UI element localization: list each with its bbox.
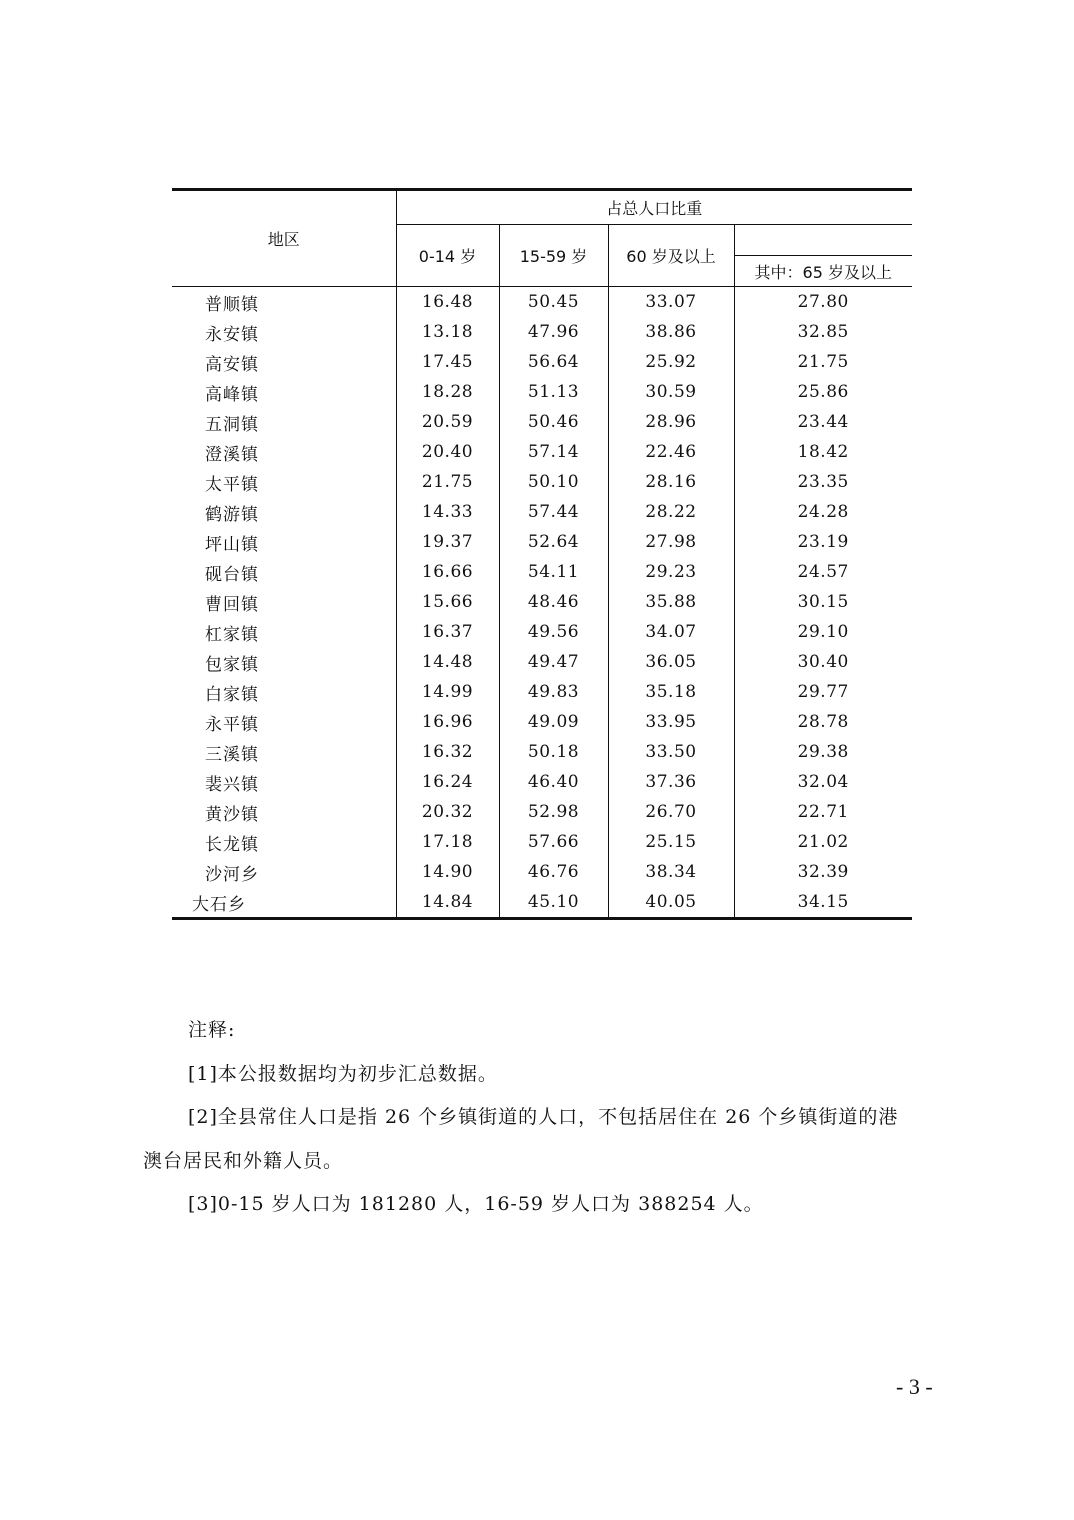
value-60-plus: 28.96 bbox=[608, 407, 734, 437]
value-60-plus: 34.07 bbox=[608, 617, 734, 647]
col-header-65-spacer bbox=[734, 225, 912, 256]
region-name: 坪山镇 bbox=[172, 527, 396, 557]
value-15-59: 51.13 bbox=[499, 377, 608, 407]
table-row bbox=[172, 467, 912, 497]
value-65-plus: 30.40 bbox=[797, 652, 849, 672]
table-row bbox=[172, 437, 912, 467]
value-65-plus: 30.15 bbox=[797, 592, 849, 612]
value-0-14: 16.66 bbox=[396, 557, 499, 587]
value-60-plus: 35.18 bbox=[608, 677, 734, 707]
value-60-plus: 38.34 bbox=[608, 857, 734, 887]
region-name: 鹤游镇 bbox=[172, 497, 396, 527]
region-name: 永平镇 bbox=[172, 707, 396, 737]
value-0-14: 20.32 bbox=[396, 797, 499, 827]
region-name: 太平镇 bbox=[172, 467, 396, 497]
col-header-65-plus: 其中：65 岁及以上 bbox=[734, 256, 912, 287]
col-header-0-14: 0-14 岁 bbox=[396, 225, 499, 287]
value-15-59: 49.83 bbox=[499, 677, 608, 707]
value-0-14: 16.32 bbox=[396, 737, 499, 767]
value-60-plus: 33.95 bbox=[608, 707, 734, 737]
value-0-14: 19.37 bbox=[396, 527, 499, 557]
value-65-plus: 32.85 bbox=[797, 322, 849, 342]
table-header bbox=[172, 190, 912, 287]
region-name: 高安镇 bbox=[172, 347, 396, 377]
value-65-plus: 23.44 bbox=[797, 412, 849, 432]
table-row bbox=[172, 797, 912, 827]
value-65-plus: 28.78 bbox=[797, 712, 849, 732]
note-2-line-2: 澳台居民和外籍人员。 bbox=[143, 1150, 344, 1172]
table-row bbox=[172, 407, 912, 437]
table-row bbox=[172, 707, 912, 737]
region-name: 大石乡 bbox=[172, 887, 396, 919]
table-row bbox=[172, 857, 912, 887]
region-name: 白家镇 bbox=[172, 677, 396, 707]
value-60-plus: 28.22 bbox=[608, 497, 734, 527]
value-0-14: 13.18 bbox=[396, 317, 499, 347]
table-row bbox=[172, 647, 912, 677]
value-0-14: 18.28 bbox=[396, 377, 499, 407]
table-row bbox=[172, 347, 912, 377]
value-65-plus: 23.35 bbox=[797, 472, 849, 492]
value-60-plus: 33.07 bbox=[608, 287, 734, 318]
value-60-plus: 38.86 bbox=[608, 317, 734, 347]
value-15-59: 46.76 bbox=[499, 857, 608, 887]
value-65-plus: 34.15 bbox=[734, 887, 912, 919]
table-row bbox=[172, 827, 912, 857]
value-60-plus: 35.88 bbox=[608, 587, 734, 617]
value-65-plus: 24.28 bbox=[797, 502, 849, 522]
value-15-59: 52.98 bbox=[499, 797, 608, 827]
value-15-59: 45.10 bbox=[499, 887, 608, 919]
notes-title: 注释: bbox=[188, 1019, 236, 1041]
note-2-line-1: [2]全县常住人口是指 26 个乡镇街道的人口，不包括居住在 26 个乡镇街道的港 bbox=[188, 1106, 899, 1128]
value-60-plus: 25.92 bbox=[608, 347, 734, 377]
value-15-59: 50.46 bbox=[499, 407, 608, 437]
value-15-59: 50.10 bbox=[499, 467, 608, 497]
note-1: [1]本公报数据均为初步汇总数据。 bbox=[188, 1063, 498, 1085]
value-60-plus: 29.23 bbox=[608, 557, 734, 587]
col-header-60-plus: 60 岁及以上 bbox=[608, 225, 734, 287]
region-name: 长龙镇 bbox=[172, 827, 396, 857]
region-name: 砚台镇 bbox=[172, 557, 396, 587]
table-body bbox=[172, 287, 912, 919]
value-15-59: 52.64 bbox=[499, 527, 608, 557]
col-header-15-59: 15-59 岁 bbox=[499, 225, 608, 287]
region-name: 沙河乡 bbox=[172, 857, 396, 887]
value-65-plus: 29.10 bbox=[797, 622, 849, 642]
value-65-plus: 29.38 bbox=[797, 742, 849, 762]
table-row bbox=[172, 587, 912, 617]
table-row bbox=[172, 767, 912, 797]
region-name: 曹回镇 bbox=[172, 587, 396, 617]
value-60-plus: 40.05 bbox=[608, 887, 734, 919]
value-65-plus: 25.86 bbox=[797, 382, 849, 402]
value-15-59: 47.96 bbox=[499, 317, 608, 347]
value-0-14: 16.37 bbox=[396, 617, 499, 647]
value-0-14: 14.48 bbox=[396, 647, 499, 677]
value-15-59: 57.14 bbox=[499, 437, 608, 467]
value-0-14: 16.24 bbox=[396, 767, 499, 797]
value-65-plus: 23.19 bbox=[797, 532, 849, 552]
region-name: 永安镇 bbox=[172, 317, 396, 347]
value-60-plus: 27.98 bbox=[608, 527, 734, 557]
table-row bbox=[172, 557, 912, 587]
region-name: 高峰镇 bbox=[172, 377, 396, 407]
region-name: 澄溪镇 bbox=[172, 437, 396, 467]
value-65-plus: 22.71 bbox=[797, 802, 849, 822]
value-15-59: 57.66 bbox=[499, 827, 608, 857]
region-name: 杠家镇 bbox=[172, 617, 396, 647]
value-15-59: 57.44 bbox=[499, 497, 608, 527]
value-15-59: 49.09 bbox=[499, 707, 608, 737]
value-0-14: 14.33 bbox=[396, 497, 499, 527]
value-65-plus: 24.57 bbox=[797, 562, 849, 582]
value-0-14: 21.75 bbox=[396, 467, 499, 497]
table-row bbox=[172, 287, 912, 318]
region-name: 裴兴镇 bbox=[172, 767, 396, 797]
note-3: [3]0-15 岁人口为 181280 人，16-59 岁人口为 388254 人。 bbox=[188, 1193, 764, 1215]
value-0-14: 17.45 bbox=[396, 347, 499, 377]
value-0-14: 14.90 bbox=[396, 857, 499, 887]
value-15-59: 49.47 bbox=[499, 647, 608, 677]
region-name: 三溪镇 bbox=[172, 737, 396, 767]
value-0-14: 14.99 bbox=[396, 677, 499, 707]
value-65-plus: 21.75 bbox=[797, 352, 849, 372]
value-0-14: 17.18 bbox=[396, 827, 499, 857]
value-0-14: 16.48 bbox=[396, 287, 499, 318]
value-60-plus: 37.36 bbox=[608, 767, 734, 797]
value-15-59: 50.45 bbox=[499, 287, 608, 318]
value-15-59: 54.11 bbox=[499, 557, 608, 587]
table-row bbox=[172, 317, 912, 347]
value-65-plus: 32.39 bbox=[797, 862, 849, 882]
value-65-plus: 32.04 bbox=[797, 772, 849, 792]
page-number: - 3 - bbox=[896, 1374, 933, 1399]
region-name: 黄沙镇 bbox=[172, 797, 396, 827]
value-65-plus: 18.42 bbox=[797, 442, 849, 462]
value-0-14: 20.59 bbox=[396, 407, 499, 437]
value-0-14: 15.66 bbox=[396, 587, 499, 617]
value-15-59: 50.18 bbox=[499, 737, 608, 767]
share-header: 占总人口比重 bbox=[396, 190, 912, 225]
value-60-plus: 25.15 bbox=[608, 827, 734, 857]
value-60-plus: 22.46 bbox=[608, 437, 734, 467]
value-15-59: 48.46 bbox=[499, 587, 608, 617]
table-row bbox=[172, 677, 912, 707]
table-row bbox=[172, 497, 912, 527]
value-15-59: 56.64 bbox=[499, 347, 608, 377]
value-0-14: 20.40 bbox=[396, 437, 499, 467]
value-65-plus: 21.02 bbox=[797, 832, 849, 852]
table-row bbox=[172, 617, 912, 647]
table-row bbox=[172, 737, 912, 767]
population-share-table bbox=[172, 188, 912, 920]
value-65-plus: 27.80 bbox=[797, 292, 849, 312]
value-60-plus: 36.05 bbox=[608, 647, 734, 677]
region-name: 五洞镇 bbox=[172, 407, 396, 437]
region-name: 包家镇 bbox=[172, 647, 396, 677]
table-row bbox=[172, 377, 912, 407]
table-row bbox=[172, 527, 912, 557]
region-header: 地区 bbox=[172, 190, 396, 287]
value-60-plus: 28.16 bbox=[608, 467, 734, 497]
value-15-59: 49.56 bbox=[499, 617, 608, 647]
region-name: 普顺镇 bbox=[172, 287, 396, 318]
table-row bbox=[172, 887, 912, 919]
value-60-plus: 26.70 bbox=[608, 797, 734, 827]
value-0-14: 16.96 bbox=[396, 707, 499, 737]
value-0-14: 14.84 bbox=[396, 887, 499, 919]
value-60-plus: 30.59 bbox=[608, 377, 734, 407]
value-60-plus: 33.50 bbox=[608, 737, 734, 767]
value-15-59: 46.40 bbox=[499, 767, 608, 797]
value-65-plus: 29.77 bbox=[797, 682, 849, 702]
